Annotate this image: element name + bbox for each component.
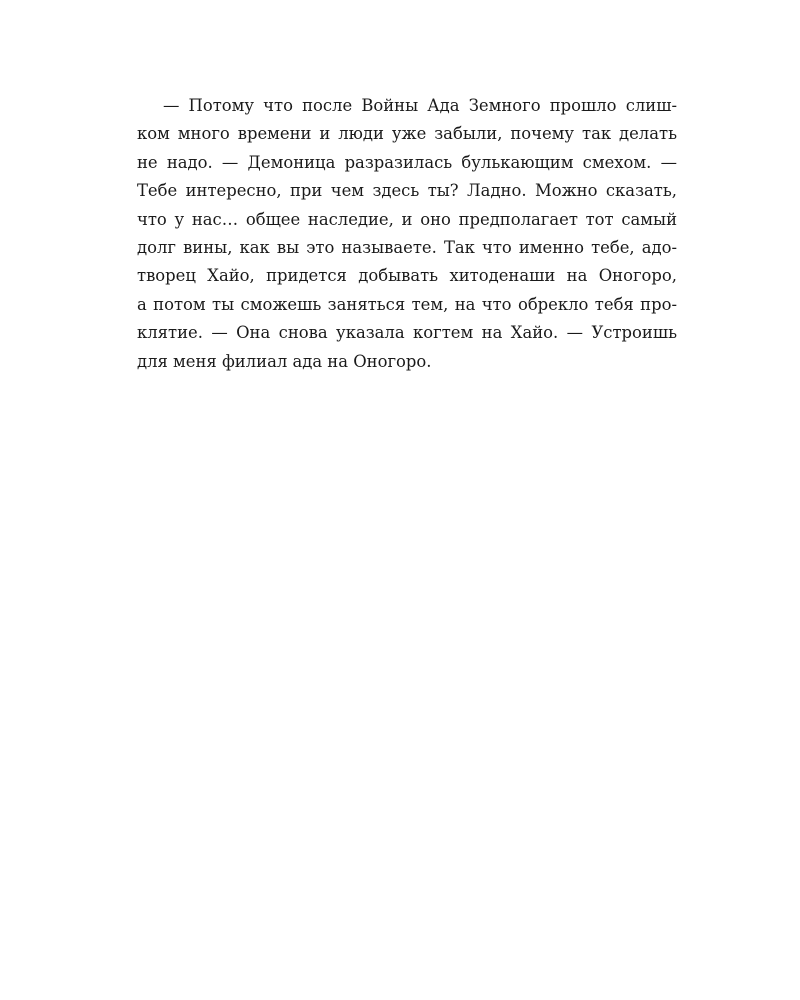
text-line: творец Хайо, придется добывать хитоденаши на Оногоро, <box>137 266 677 286</box>
text-line: долг вины, как вы это называете. Так что именно тебе, адо- <box>137 237 677 257</box>
text-line: а потом ты сможешь заняться тем, на что обрекло тебя про- <box>137 294 677 314</box>
text-line: клятие. — Она снова указала когтем на Хайо. — Устроишь <box>137 323 677 343</box>
text-line: — Потому что после Войны Ада Земного прошло слиш- <box>163 96 677 115</box>
text-line: что у нас… общее наследие, и оно предполагает тот самый <box>137 209 677 229</box>
text-line: не надо. — Демоница разразилась булькающим смехом. — <box>137 152 677 172</box>
paragraph <box>137 92 677 376</box>
text-line: ком много времени и люди уже забыли, почему так делать <box>137 124 677 144</box>
text-line: Тебе интересно, при чем здесь ты? Ладно. Можно сказать, <box>137 181 677 201</box>
text-line: для меня филиал ада на Оногоро. <box>137 351 432 371</box>
